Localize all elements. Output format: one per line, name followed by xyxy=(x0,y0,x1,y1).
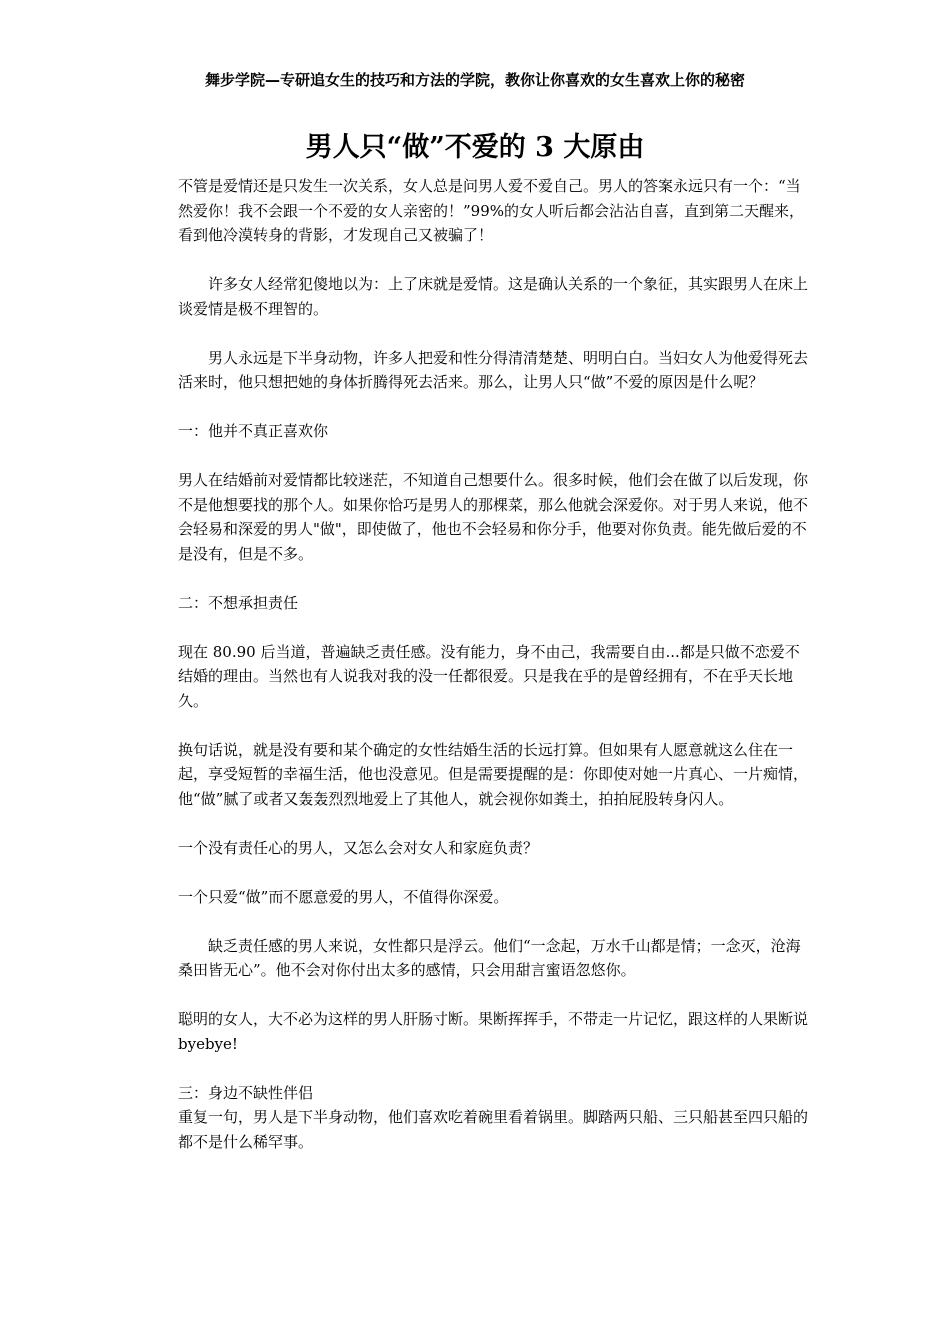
paragraph: 现在 80.90 后当道，普遍缺乏责任感。没有能力，身不由己，我需要自由...都是只做不恋爱不结婚的理由。当然也有人说我对我的没一任都很爱。只是我在乎的是曾经拥有，不在乎天长地久。 xyxy=(178,642,800,710)
page-header-banner: 舞步学院—专研追女生的技巧和方法的学院，教你让你喜欢的女生喜欢上你的秘密 xyxy=(204,71,745,89)
paragraph: 缺乏责任感的男人来说，女性都只是浮云。他们“一念起，万水千山都是情；一念灭，沧海桑田皆无心”。他不会对你付出太多的感情，只会用甜言蜜语忽悠你。 xyxy=(178,936,801,979)
paragraph: 一个只爱“做”而不愿意爱的男人，不值得你深爱。 xyxy=(178,887,509,906)
section-heading-3: 三：身边不缺性伴侣 xyxy=(178,1083,314,1102)
paragraph-intro: 不管是爱情还是只发生一次关系，女人总是问男人爱不爱自己。男人的答案永远只有一个：“当然爱你！我不会跟一个不爱的女人亲密的！”99%的女人听后都会沾沾自喜，直到第二天醒来，看到他冷漠转身的背影，才发现自己又被骗了！ xyxy=(178,177,805,244)
paragraph: 男人永远是下半身动物，许多人把爱和性分得清清楚楚、明明白白。当妇女人为他爱得死去活来时，他只想把她的身体折腾得死去活来。那么，让男人只“做”不爱的原因是什么呢？ xyxy=(178,348,809,391)
paragraph: 重复一句，男人是下半身动物，他们喜欢吃着碗里看着锅里。脚踏两只船、三只船甚至四只船的都不是什么稀罕事。 xyxy=(178,1108,809,1151)
section-heading-2: 二：不想承担责任 xyxy=(178,593,299,612)
section-heading-1: 一：他并不真正喜欢你 xyxy=(178,422,329,440)
article-body xyxy=(178,174,808,1179)
paragraph: 许多女人经常犯傻地以为：上了床就是爱情。这是确认关系的一个象征，其实跟男人在床上谈爱情是极不理智的。 xyxy=(178,275,809,318)
article-title: 男人只“做”不爱的 3 大原由 xyxy=(305,132,645,163)
paragraph: 一个没有责任心的男人，又怎么会对女人和家庭负责？ xyxy=(178,838,539,857)
paragraph: 换句话说，就是没有要和某个确定的女性结婚生活的长远打算。但如果有人愿意就这么住在一起，享受短暂的幸福生活，他也没意见。但是需要提醒的是：你即使对她一片真心、一片痴情，他“做”腻了或者又轰轰烈烈地爱上了其他人，就会视你如粪土，拍拍屁股转身闪人。 xyxy=(178,740,809,808)
paragraph: 聪明的女人，大不必为这样的男人肝肠寸断。果断挥挥手，不带走一片记忆，跟这样的人果断说 byebye! xyxy=(178,1010,809,1053)
paragraph: 男人在结婚前对爱情都比较迷茫，不知道自己想要什么。很多时候，他们会在做了以后发现，你不是他想要找的那个人。如果你恰巧是男人的那棵菜，那么他就会深爱你。对于男人来说，他不会轻易和深爱的男人"做"，即使做了，他也不会轻易和你分手，他要对你负责。能先做后爱的不是没有，但是不多。 xyxy=(178,471,809,563)
